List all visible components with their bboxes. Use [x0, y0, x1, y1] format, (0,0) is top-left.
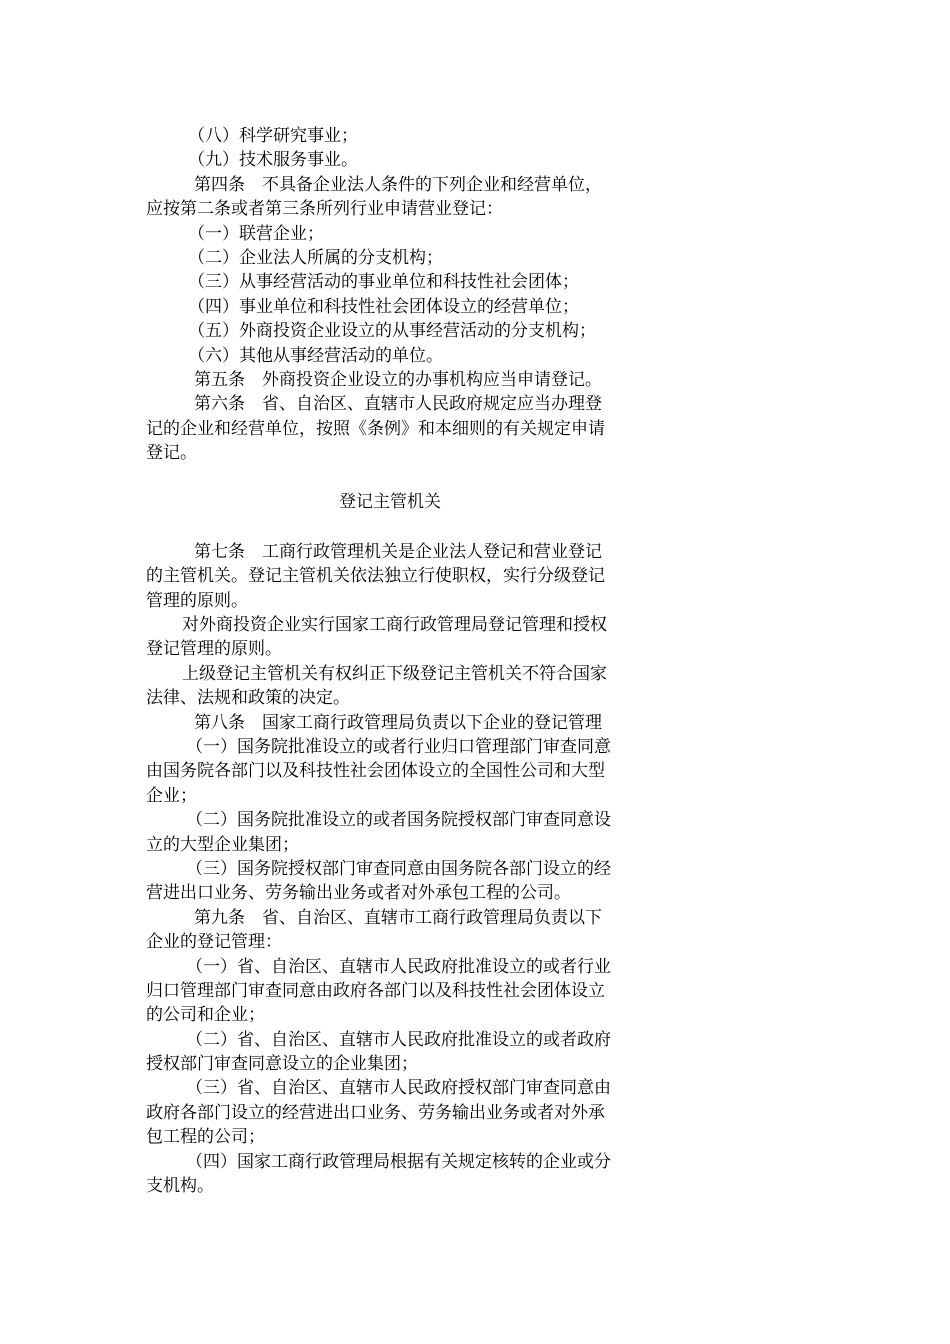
text-line: 政府各部门设立的经营进出口业务、劳务输出业务或者对外承 — [146, 1102, 605, 1123]
text-line: （八）科学研究事业； — [188, 126, 358, 146]
text-line: （五）外商投资企业设立的从事经营活动的分支机构； — [188, 321, 596, 342]
document-page — [146, 124, 666, 1198]
text-line: 第九条 省、自治区、直辖市工商行政管理局负责以下 — [194, 907, 602, 928]
text-line: （二）国务院批准设立的或者国务院授权部门审查同意设 — [186, 810, 611, 831]
text-line: 立的大型企业集团； — [146, 834, 299, 855]
text-line: 法律、法规和政策的决定。 — [146, 688, 350, 709]
text-line: 的主管机关。登记主管机关依法独立行使职权，实行分级登记 — [146, 566, 605, 587]
text-line: （一）省、自治区、直辖市人民政府批准设立的或者行业 — [186, 956, 611, 977]
text-line: 对外商投资企业实行国家工商行政管理局登记管理和授权 — [182, 615, 607, 636]
text-line: （九）技术服务事业。 — [188, 150, 358, 171]
text-line: 登记管理的原则。 — [146, 639, 282, 660]
text-line: 由国务院各部门以及科技性社会团体设立的全国性公司和大型 — [146, 761, 605, 782]
text-line: 第四条 不具备企业法人条件的下列企业和经营单位， — [194, 174, 602, 195]
section-heading: 登记主管机关 — [339, 492, 441, 513]
text-line: 归口管理部门审查同意由政府各部门以及科技性社会团体设立 — [146, 980, 605, 1001]
text-line: 管理的原则。 — [146, 590, 248, 611]
text-line: （三）从事经营活动的事业单位和科技性社会团体； — [188, 272, 579, 293]
text-line: （三）省、自治区、直辖市人民政府授权部门审查同意由 — [186, 1078, 611, 1099]
text-line: 企业的登记管理： — [146, 932, 282, 953]
text-line: 企业； — [146, 785, 197, 806]
text-line: 应按第二条或者第三条所列行业申请营业登记： — [146, 199, 503, 220]
text-line: （二）企业法人所属的分支机构； — [188, 247, 443, 268]
text-line: （六）其他从事经营活动的单位。 — [188, 345, 443, 366]
text-line: （四）国家工商行政管理局根据有关规定核转的企业或分 — [186, 1151, 611, 1172]
text-line: 上级登记主管机关有权纠正下级登记主管机关不符合国家 — [182, 663, 607, 684]
text-line: （二）省、自治区、直辖市人民政府批准设立的或者政府 — [186, 1029, 611, 1050]
text-block-articles-4-6 — [146, 124, 666, 465]
text-line: 第六条 省、自治区、直辖市人民政府规定应当办理登 — [194, 394, 602, 415]
text-line: 第七条 工商行政管理机关是企业法人登记和营业登记 — [194, 541, 602, 562]
text-line: 第八条 国家工商行政管理局负责以下企业的登记管理 — [194, 712, 602, 733]
text-line: （一）联营企业； — [188, 223, 324, 244]
text-line: （一）国务院批准设立的或者行业归口管理部门审查同意 — [186, 736, 611, 757]
text-line: （四）事业单位和科技性社会团体设立的经营单位； — [188, 296, 579, 317]
text-line: 支机构。 — [146, 1176, 214, 1197]
text-line: 包工程的公司； — [146, 1127, 265, 1148]
text-line: （三）国务院授权部门审查同意由国务院各部门设立的经 — [186, 858, 611, 879]
text-line: 登记。 — [146, 443, 197, 464]
text-line: 的公司和企业； — [146, 1005, 265, 1026]
text-block-articles-7-9 — [146, 540, 666, 1199]
text-line: 第五条 外商投资企业设立的办事机构应当申请登记。 — [194, 369, 602, 390]
text-line: 记的企业和经营单位，按照《条例》和本细则的有关规定申请 — [146, 418, 605, 439]
text-line: 授权部门审查同意设立的企业集团； — [146, 1054, 418, 1075]
text-line: 营进出口业务、劳务输出业务或者对外承包工程的公司。 — [146, 883, 571, 904]
